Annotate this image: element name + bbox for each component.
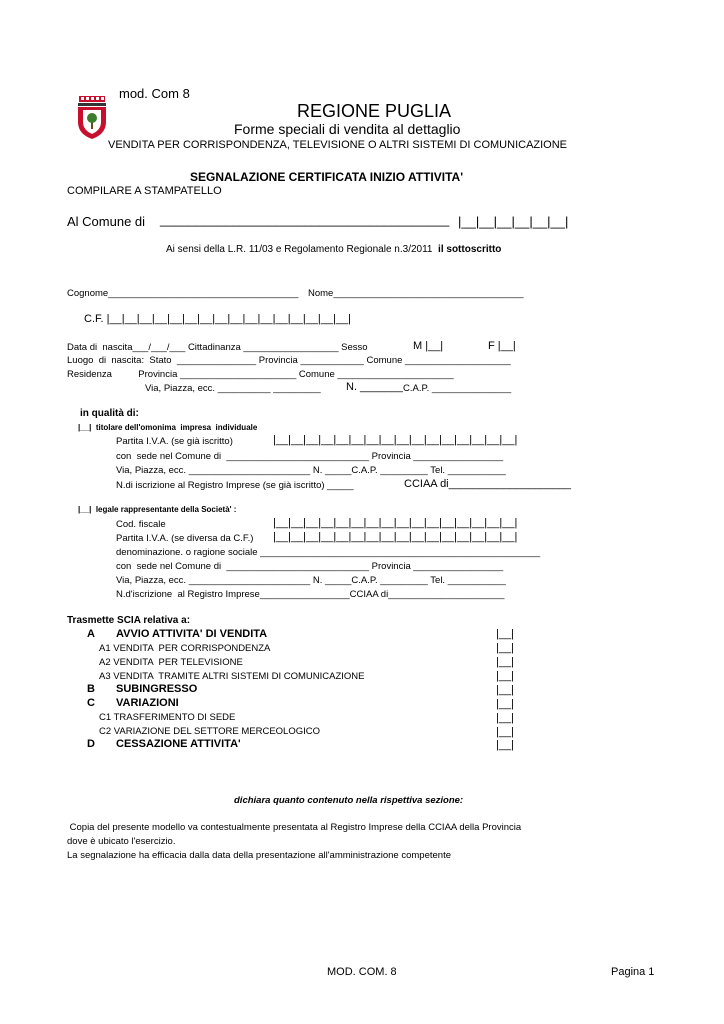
option-label: C1 TRASFERIMENTO DI SEDE xyxy=(99,712,236,723)
sesso-f-checkbox[interactable]: F |__| xyxy=(488,340,516,352)
option-label: SUBINGRESSO xyxy=(116,683,198,695)
dichiara-text: dichiara quanto contenuto nella rispettiva sezione: xyxy=(234,795,464,806)
option-letter: A xyxy=(87,628,95,640)
legale-iva-boxes[interactable]: |__|__|__|__|__|__|__|__|__|__|__|__|__|__|__|__| xyxy=(273,531,518,543)
comune-label: Al Comune di xyxy=(67,214,146,229)
regione-puglia-logo xyxy=(74,94,110,140)
option-letter: D xyxy=(87,738,95,750)
luogo-nascita-row[interactable]: Luogo di nascita: Stato _______________ Provincia ____________ Comune ____________________ xyxy=(67,355,511,366)
legale-sede-row[interactable]: con sede nel Comune di ___________________________ Provincia _________________ xyxy=(116,561,504,572)
option-checkbox[interactable]: |__| xyxy=(496,642,514,654)
subtitle-vendita: VENDITA PER CORRISPONDENZA, TELEVISIONE O ALTRI SISTEMI DI COMUNICAZIONE xyxy=(108,139,568,151)
cognome-field[interactable]: Cognome____________________________________ xyxy=(67,288,299,299)
note-line-1: Copia del presente modello va contestualmente presentata al Registro Imprese della CCIAA della Provincia xyxy=(67,822,522,833)
option-checkbox[interactable]: |__| xyxy=(496,698,514,710)
option-label: A1 VENDITA PER CORRISPONDENZA xyxy=(99,643,271,654)
option-checkbox[interactable]: |__| xyxy=(496,726,514,738)
titolare-cciaa-field[interactable]: CCIAA di____________________ xyxy=(404,478,571,490)
option-checkbox[interactable]: |__| xyxy=(496,739,514,751)
option-label: CESSAZIONE ATTIVITA' xyxy=(116,738,241,750)
option-checkbox[interactable]: |__| xyxy=(496,712,514,724)
legale-via-row[interactable]: Via, Piazza, ecc. _______________________ N. _____C.A.P. _________ Tel. ___________ xyxy=(116,575,506,586)
legale-iva-label: Partita I.V.A. (se diversa da C.F.) xyxy=(116,533,254,544)
residenza-cap-field[interactable]: C.A.P. _______________ xyxy=(403,383,512,394)
option-label: VARIAZIONI xyxy=(116,697,179,709)
titolare-sede-row[interactable]: con sede nel Comune di ___________________________ Provincia _________________ xyxy=(116,451,504,462)
legale-denominazione-field[interactable]: denominazione. o ragione sociale _____________________________________________________ xyxy=(116,547,541,558)
comune-field[interactable]: ________________________________________ xyxy=(160,212,450,227)
legale-registro-row[interactable]: N.d'iscrizione al Registro Imprese_________________CCIAA di______________________ xyxy=(116,589,505,600)
data-nascita-row[interactable]: Data di nascita___/___/___ Cittadinanza __________________ Sesso xyxy=(67,342,368,353)
residenza-row[interactable]: Residenza Provincia ______________________ Comune ______________________ xyxy=(67,369,454,380)
region-title: REGIONE PUGLIA xyxy=(297,101,452,121)
subtitle-forme-speciali: Forme speciali di vendita al dettaglio xyxy=(234,121,461,137)
option-checkbox[interactable]: |__| xyxy=(496,656,514,668)
intro-bold: il sottoscritto xyxy=(438,244,502,255)
comune-code-boxes[interactable]: |__|__|__|__|__|__| xyxy=(458,214,569,229)
option-checkbox[interactable]: |__| xyxy=(496,628,514,640)
sesso-m-checkbox[interactable]: M |__| xyxy=(413,340,444,352)
residenza-via-field[interactable]: Via, Piazza, ecc. __________ _________ xyxy=(145,383,321,394)
option-label: A2 VENDITA PER TELEVISIONE xyxy=(99,657,243,668)
qualita-heading: in qualità di: xyxy=(80,408,139,419)
note-line-3: La segnalazione ha efficacia dalla data della presentazione all'amministrazione competente xyxy=(67,850,451,861)
form-title: SEGNALAZIONE CERTIFICATA INIZIO ATTIVITA' xyxy=(190,170,464,184)
option-label: A3 VENDITA TRAMITE ALTRI SISTEMI DI COMUNICAZIONE xyxy=(99,671,365,682)
titolare-iva-boxes[interactable]: |__|__|__|__|__|__|__|__|__|__|__|__|__|__|__|__| xyxy=(273,434,518,446)
option-letter: B xyxy=(87,683,95,695)
titolare-iva-label: Partita I.V.A. (se già iscritto) xyxy=(116,436,233,447)
legale-cod-label: Cod. fiscale xyxy=(116,519,166,530)
footer-page-number: Pagina 1 xyxy=(611,966,655,978)
intro-text: Ai sensi della L.R. 11/03 e Regolamento Regionale n.3/2011 il sottoscritto xyxy=(166,244,502,255)
option-letter: C xyxy=(87,697,95,709)
nome-field[interactable]: Nome____________________________________ xyxy=(308,288,524,299)
option-label: C2 VARIAZIONE DEL SETTORE MERCEOLOGICO xyxy=(99,726,321,737)
trasmette-heading: Trasmette SCIA relativa a: xyxy=(67,615,191,626)
titolare-via-row[interactable]: Via, Piazza, ecc. _______________________ N. _____C.A.P. _________ Tel. ___________ xyxy=(116,465,506,476)
option-checkbox[interactable]: |__| xyxy=(496,684,514,696)
instruction-stampatello: COMPILARE A STAMPATELLO xyxy=(67,185,222,197)
option-checkbox[interactable]: |__| xyxy=(496,670,514,682)
titolare-registro-field[interactable]: N.di iscrizione al Registro Imprese (se già iscritto) _____ xyxy=(116,480,354,491)
codice-fiscale-boxes[interactable]: C.F. |__|__|__|__|__|__|__|__|__|__|__|__|__|__|__|__| xyxy=(84,313,351,325)
legale-cod-boxes[interactable]: |__|__|__|__|__|__|__|__|__|__|__|__|__|__|__|__| xyxy=(273,517,518,529)
note-line-2: dove è ubicato l'esercizio. xyxy=(67,836,176,847)
option-label: AVVIO ATTIVITA' DI VENDITA xyxy=(116,628,268,640)
footer-mod: MOD. COM. 8 xyxy=(327,966,397,978)
titolare-checkbox[interactable]: |__| titolare dell'omonima impresa individuale xyxy=(78,423,258,432)
mod-label: mod. Com 8 xyxy=(119,86,190,101)
residenza-numero-field[interactable]: N. _______ xyxy=(346,381,403,393)
legale-checkbox[interactable]: |__| legale rappresentante della Società' : xyxy=(78,505,237,514)
